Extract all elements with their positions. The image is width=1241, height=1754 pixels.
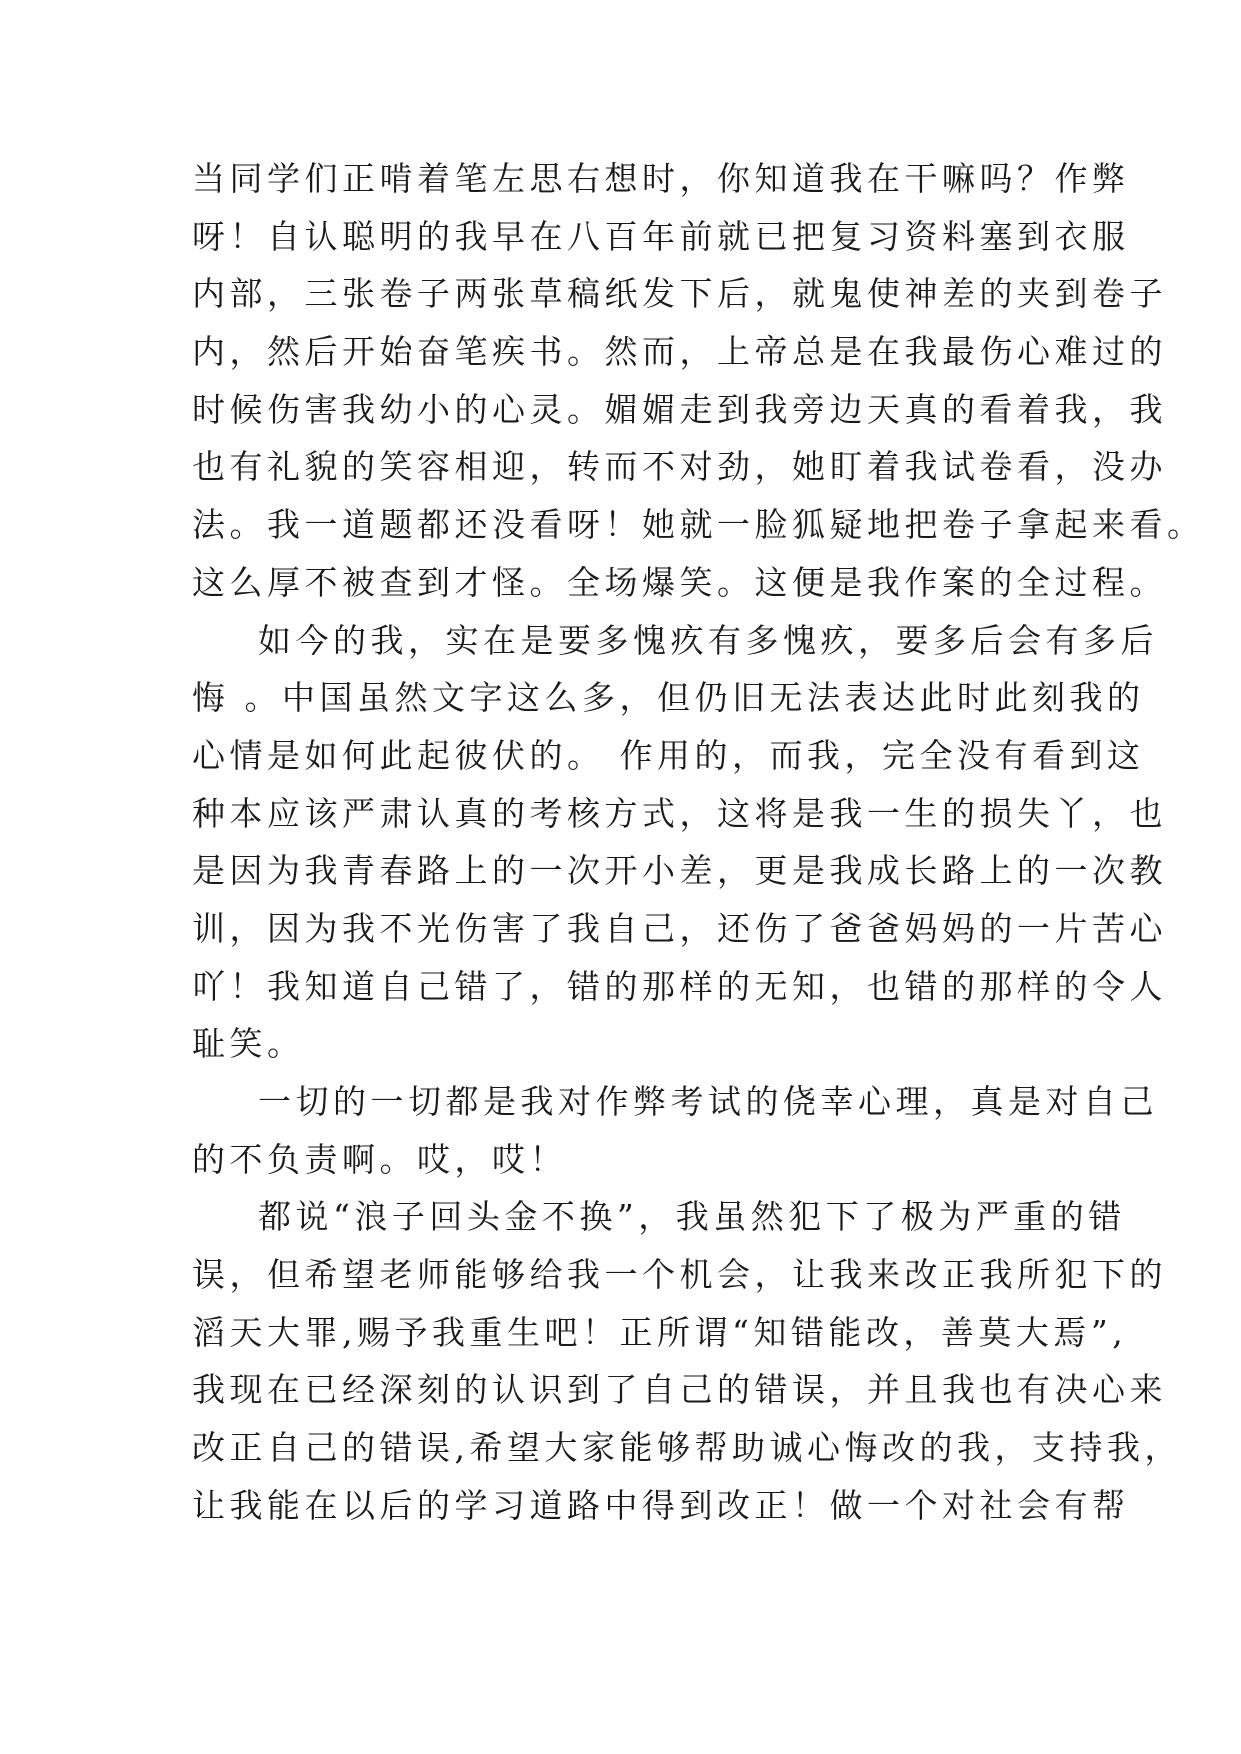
text-line: 的不负责啊。哎，哎！ bbox=[192, 1139, 567, 1179]
text-line: 让我能在以后的学习道路中得到改正！做一个对社会有帮 bbox=[192, 1485, 1130, 1525]
text-line: 这么厚不被查到才怪。全场爆笑。这便是我作案的全过程。 bbox=[192, 562, 1167, 602]
paragraph-start-line: 都说“浪子回头金不换”，我虽然犯下了极为严重的错 bbox=[258, 1197, 1126, 1237]
text-line: 法。我一道题都还没看呀！她就一脸狐疑地把卷子拿起来看。 bbox=[192, 505, 1205, 545]
text-line: 滔天大罪,赐予我重生吧！正所谓“知错能改，善莫大焉”, bbox=[192, 1312, 1128, 1352]
text-line: 吖！我知道自己错了，错的那样的无知，也错的那样的令人 bbox=[192, 966, 1167, 1006]
text-line: 时候伤害我幼小的心灵。媚媚走到我旁边天真的看着我，我 bbox=[192, 389, 1167, 429]
body-text bbox=[192, 150, 1205, 1535]
text-line: 误，但希望老师能够给我一个机会，让我来改正我所犯下的 bbox=[192, 1255, 1167, 1295]
text-line: 种本应该严肃认真的考核方式，这将是我一生的损失丫，也 bbox=[192, 793, 1167, 833]
text-line: 耻笑。 bbox=[192, 1024, 305, 1064]
paragraph-start-line: 一切的一切都是我对作弊考试的侥幸心理，真是对自己 bbox=[258, 1082, 1158, 1121]
text-line: 训，因为我不光伤害了我自己，还伤了爸爸妈妈的一片苦心 bbox=[192, 908, 1167, 948]
paragraph-start-line: 如今的我，实在是要多愧疚有多愧疚，要多后会有多后 bbox=[258, 620, 1158, 660]
text-line: 也有礼貌的笑容相迎，转而不对劲，她盯着我试卷看，没办 bbox=[192, 447, 1167, 487]
text-line: 内，然后开始奋笔疾书。然而，上帝总是在我最伤心难过的 bbox=[192, 332, 1167, 372]
text-line: 当同学们正啃着笔左思右想时，你知道我在干嘛吗？作弊 bbox=[192, 159, 1130, 198]
text-line: 我现在已经深刻的认识到了自己的错误，并且我也有决心来 bbox=[192, 1370, 1167, 1410]
text-line: 是因为我青春路上的一次开小差，更是我成长路上的一次教 bbox=[192, 851, 1167, 891]
text-line: 改正自己的错误,希望大家能够帮助诚心悔改的我，支持我， bbox=[192, 1428, 1182, 1468]
text-line: 心情是如何此起彼伏的。 作用的，而我，完全没有看到这 bbox=[192, 735, 1145, 775]
text-line: 呀！自认聪明的我早在八百年前就已把复习资料塞到衣服 bbox=[192, 216, 1130, 256]
text-line: 内部，三张卷子两张草稿纸发下后，就鬼使神差的夹到卷子 bbox=[192, 274, 1167, 314]
text-line: 悔 。中国虽然文字这么多，但仍旧无法表达此时此刻我的 bbox=[192, 678, 1145, 718]
